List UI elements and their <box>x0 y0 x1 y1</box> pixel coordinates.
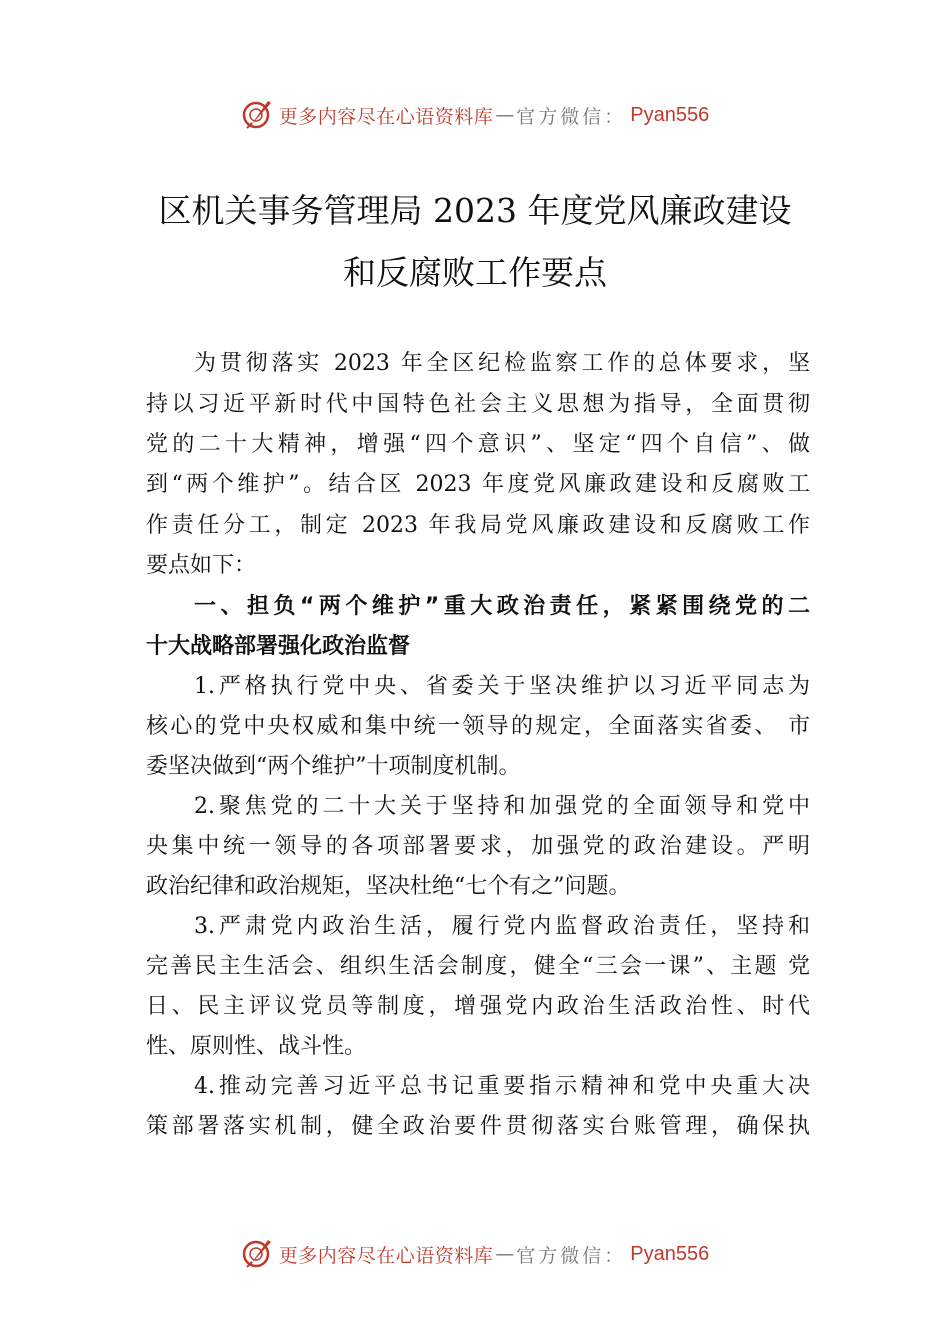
body-line: 持以习近平新时代中国特色社会主义思想为指导，全面贯彻 <box>146 392 810 417</box>
watermark-wechat-id: Pyan556 <box>630 1242 710 1265</box>
watermark-separator: — <box>495 104 515 126</box>
watermark-separator: — <box>495 1243 515 1265</box>
body-line: 1.严格执行党中央、省委关于坚决维护以习近平同志为 <box>194 674 810 699</box>
body-line: 2.聚焦党的二十大关于坚持和加强党的全面领导和党中 <box>194 794 810 819</box>
body-line: 委坚决做到“两个维护”十项制度机制。 <box>146 754 521 779</box>
header-watermark <box>0 95 950 135</box>
section-heading-line: 一、担负“两个维护”重大政治责任，紧紧围绕党的二 <box>194 594 810 619</box>
section-heading-line: 十大战略部署强化政治监督 <box>146 634 411 659</box>
body-line: 为贯彻落实 2023 年全区纪检监察工作的总体要求，坚 <box>194 351 810 376</box>
body-line: 性、原则性、战斗性。 <box>146 1034 367 1059</box>
watermark-main-text: 更多内容尽在心语资料库 <box>278 105 494 128</box>
body-line: 党的二十大精神，增强“四个意识”、坚定“四个自信”、做 <box>146 432 810 457</box>
footer-watermark <box>0 1234 950 1274</box>
watermark-wechat-id: Pyan556 <box>630 103 710 126</box>
body-line: 完善民主生活会、组织生活会制度，健全“三会一课”、主题 党 <box>146 954 810 979</box>
body-line: 作责任分工，制定 2023 年我局党风廉政建设和反腐败工作 <box>146 513 810 538</box>
body-line: 到“两个维护”。结合区 2023 年度党风廉政建设和反腐败工 <box>146 472 810 497</box>
body-line: 核心的党中央权威和集中统一领导的规定，全面落实省委、 市 <box>146 714 810 739</box>
quill-logo-icon <box>241 98 275 132</box>
document-title-line-1: 区机关事务管理局 2023 年度党风廉政建设 <box>158 191 792 230</box>
watermark-label: 官方微信： <box>516 105 627 128</box>
body-line: 策部署落实机制，健全政治要件贯彻落实台账管理，确保执 <box>146 1114 810 1139</box>
quill-logo-icon <box>241 1237 275 1271</box>
body-line: 要点如下： <box>146 553 257 578</box>
body-line: 3.严肃党内政治生活，履行党内监督政治责任，坚持和 <box>194 914 810 939</box>
watermark-main-text: 更多内容尽在心语资料库 <box>278 1244 494 1267</box>
body-line: 日、民主评议党员等制度，增强党内政治生活政治性、时代 <box>146 994 810 1019</box>
body-line: 政治纪律和政治规矩，坚决杜绝“七个有之”问题。 <box>146 874 631 899</box>
body-line: 央集中统一领导的各项部署要求，加强党的政治建设。严明 <box>146 834 810 859</box>
document-title-line-2: 和反腐败工作要点 <box>343 253 607 292</box>
watermark-label: 官方微信： <box>516 1244 627 1267</box>
body-line: 4.推动完善习近平总书记重要指示精神和党中央重大决 <box>194 1074 810 1099</box>
